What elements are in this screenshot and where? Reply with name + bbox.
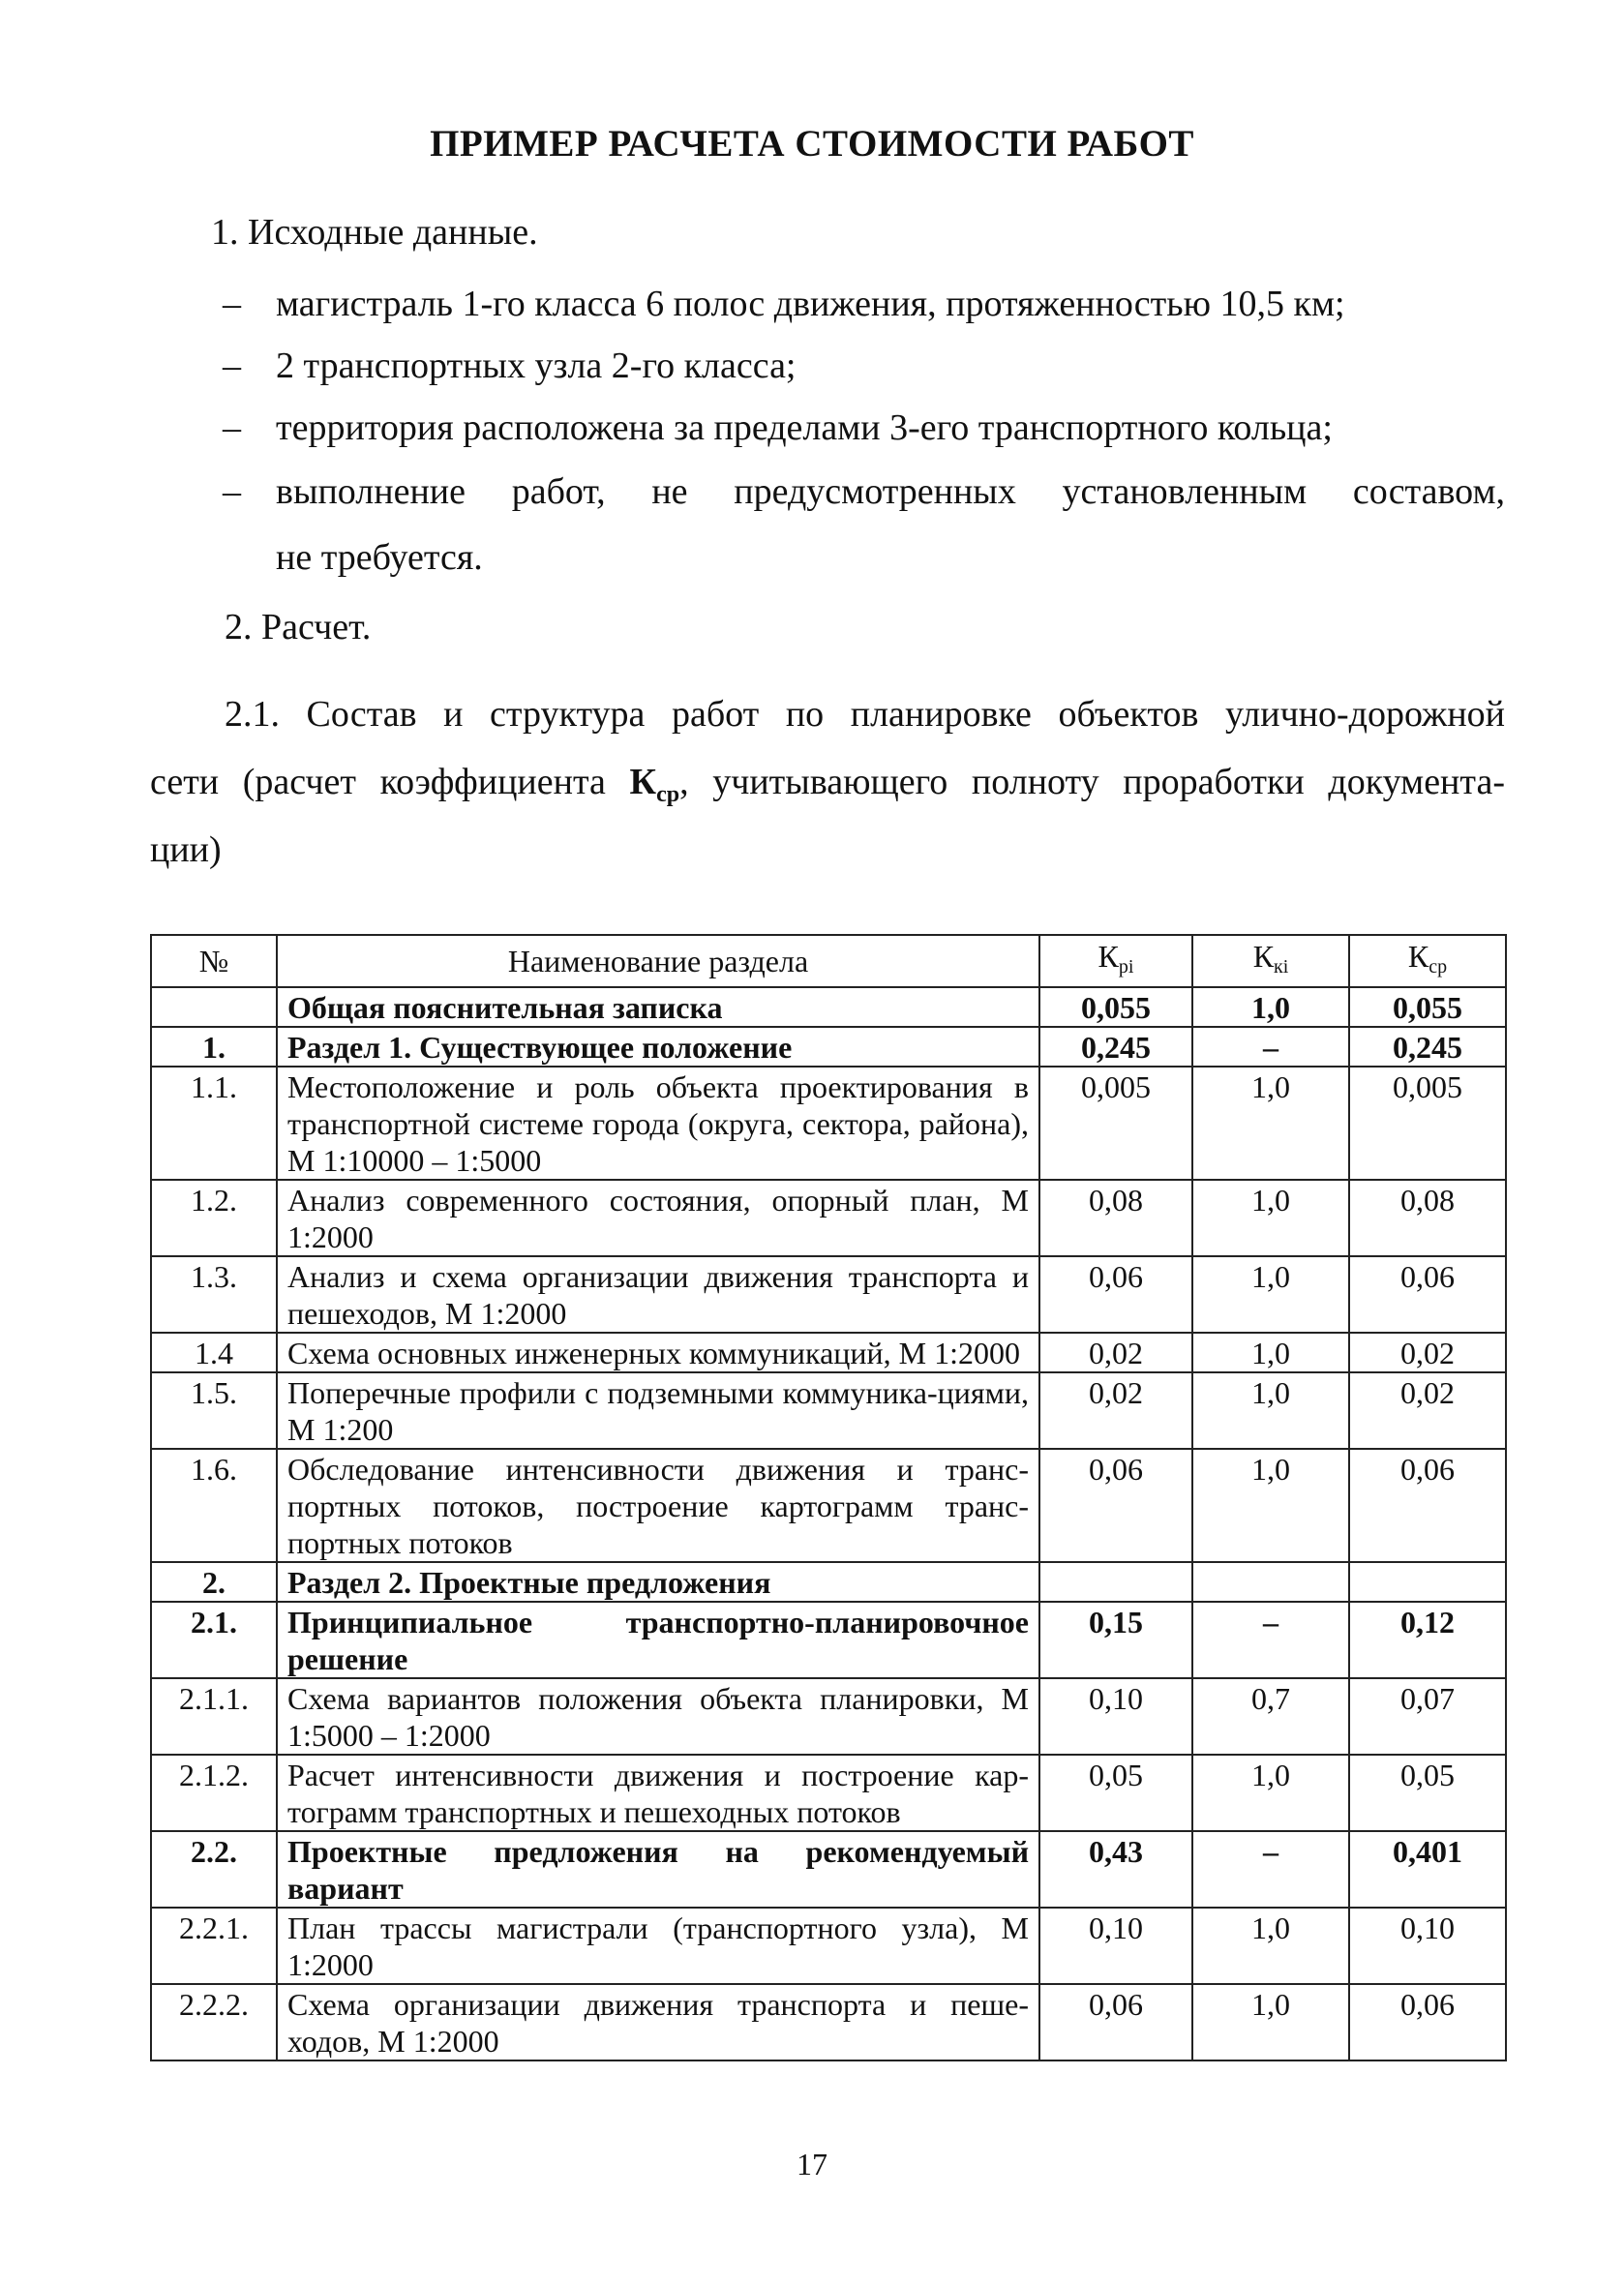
row-kc-cell: 0,245 [1349, 1027, 1506, 1067]
table-row [151, 1908, 1506, 1984]
section-2-1-line-2-post: , учитывающего полноту проработки документа- [679, 762, 1505, 802]
row-name-cell: Анализ современного состояния, опорный план, М 1:2000 [277, 1180, 1039, 1256]
row-kc-cell: 0,05 [1349, 1755, 1506, 1831]
row-kk-cell: 1,0 [1192, 1372, 1349, 1449]
row-number-cell: 1.4 [151, 1333, 277, 1372]
table-row [151, 1180, 1506, 1256]
row-number-cell: 1.1. [151, 1067, 277, 1180]
table-row [151, 1333, 1506, 1372]
row-number-cell: 2. [151, 1562, 277, 1602]
section-2-1-line-2 [150, 761, 1505, 808]
bullet-dash-4: – [223, 471, 241, 512]
row-kc-cell: 0,06 [1349, 1984, 1506, 2060]
header-section-name: Наименование раздела [277, 935, 1039, 987]
row-number-cell: 2.2. [151, 1831, 277, 1908]
row-kc-cell: 0,005 [1349, 1067, 1506, 1180]
section-2-1-line-2-pre: сети (расчет коэффициента [150, 762, 630, 802]
table-body [151, 987, 1506, 2060]
row-number-cell: 1.5. [151, 1372, 277, 1449]
row-kk-cell: 1,0 [1192, 1256, 1349, 1333]
row-number-cell: 1.3. [151, 1256, 277, 1333]
row-kc-cell: 0,08 [1349, 1180, 1506, 1256]
row-number-cell: 2.1.1. [151, 1678, 277, 1755]
header-kk-subscript: кi [1274, 955, 1289, 978]
row-kc-cell: 0,07 [1349, 1678, 1506, 1755]
row-kc-cell: 0,401 [1349, 1831, 1506, 1908]
row-number-cell: 2.2.2. [151, 1984, 277, 2060]
row-kc-cell [1349, 1562, 1506, 1602]
section-2-heading: 2. Расчет. [225, 607, 372, 647]
row-kp-cell: 0,10 [1039, 1678, 1192, 1755]
bullet-dash-3: – [223, 407, 241, 448]
row-kc-cell: 0,06 [1349, 1256, 1506, 1333]
bullet-2: 2 транспортных узла 2-го класса; [276, 346, 797, 386]
row-kp-cell: 0,06 [1039, 1984, 1192, 2060]
row-number-cell: 1.2. [151, 1180, 277, 1256]
row-number-cell: 2.1.2. [151, 1755, 277, 1831]
row-kk-cell: 1,0 [1192, 1908, 1349, 1984]
section-2-1-line-1: 2.1. Состав и структура работ по планировке объектов улично-дорожной [225, 694, 1505, 735]
row-kc-cell: 0,10 [1349, 1908, 1506, 1984]
row-kc-cell: 0,12 [1349, 1602, 1506, 1678]
table-row [151, 1831, 1506, 1908]
row-kp-cell: 0,10 [1039, 1908, 1192, 1984]
row-number-cell: 1.6. [151, 1449, 277, 1562]
row-kc-cell: 0,055 [1349, 987, 1506, 1027]
table-row [151, 1678, 1506, 1755]
row-kp-cell: 0,08 [1039, 1180, 1192, 1256]
row-kp-cell: 0,15 [1039, 1602, 1192, 1678]
table-row [151, 1256, 1506, 1333]
header-number: № [151, 935, 277, 987]
page-number: 17 [797, 2147, 827, 2181]
row-number-cell: 1. [151, 1027, 277, 1067]
row-number-cell [151, 987, 277, 1027]
section-1-heading: 1. Исходные данные. [211, 212, 538, 253]
bullet-dash-2: – [223, 346, 241, 386]
bullet-1: магистраль 1-го класса 6 полос движения, протяженностью 10,5 км; [276, 284, 1345, 324]
row-name-cell: Схема вариантов положения объекта планировки, М 1:5000 – 1:2000 [277, 1678, 1039, 1755]
row-kk-cell: – [1192, 1831, 1349, 1908]
coefficients-table [150, 934, 1507, 2061]
page-title: ПРИМЕР РАСЧЕТА СТОИМОСТИ РАБОТ [430, 123, 1194, 165]
header-kk-symbol: К [1252, 938, 1275, 974]
row-name-cell: Раздел 1. Существующее положение [277, 1027, 1039, 1067]
row-name-cell: Поперечные профили с подземными коммуника-циями, М 1:200 [277, 1372, 1039, 1449]
header-kp-subscript: pi [1118, 955, 1134, 978]
row-kk-cell: 1,0 [1192, 1180, 1349, 1256]
row-kk-cell: – [1192, 1602, 1349, 1678]
row-kp-cell: 0,245 [1039, 1027, 1192, 1067]
bullet-dash-1: – [223, 284, 241, 324]
k-cp-symbol: К [629, 762, 657, 802]
row-kk-cell: 0,7 [1192, 1678, 1349, 1755]
row-number-cell: 2.2.1. [151, 1908, 277, 1984]
row-name-cell: Общая пояснительная записка [277, 987, 1039, 1027]
table-row [151, 1027, 1506, 1067]
row-kc-cell: 0,02 [1349, 1372, 1506, 1449]
row-kp-cell: 0,005 [1039, 1067, 1192, 1180]
row-kk-cell: 1,0 [1192, 1755, 1349, 1831]
table-row [151, 1562, 1506, 1602]
table-header-row [151, 935, 1506, 987]
header-kc-subscript: ср [1429, 955, 1448, 978]
section-2-1-line-3: ции) [150, 829, 222, 870]
header-kc [1349, 935, 1506, 987]
row-kp-cell: 0,02 [1039, 1333, 1192, 1372]
row-kk-cell: – [1192, 1027, 1349, 1067]
row-kp-cell: 0,055 [1039, 987, 1192, 1027]
row-kp-cell: 0,06 [1039, 1256, 1192, 1333]
header-kc-symbol: К [1407, 938, 1429, 974]
bullet-4-continuation: не требуется. [276, 537, 483, 578]
row-kp-cell: 0,06 [1039, 1449, 1192, 1562]
row-name-cell: Обследование интенсивности движения и транс-портных потоков, построение картограмм транс-портных потоков [277, 1449, 1039, 1562]
table-row [151, 1372, 1506, 1449]
row-kp-cell: 0,43 [1039, 1831, 1192, 1908]
row-name-cell: Проектные предложения на рекомендуемый вариант [277, 1831, 1039, 1908]
row-kk-cell: 1,0 [1192, 1333, 1349, 1372]
row-name-cell: Местоположение и роль объекта проектирования в транспортной системе города (округа, сектора, района), М 1:10000 – 1:5000 [277, 1067, 1039, 1180]
row-kk-cell: 1,0 [1192, 1067, 1349, 1180]
table-row [151, 1067, 1506, 1180]
table-row [151, 1755, 1506, 1831]
header-kp [1039, 935, 1192, 987]
table-row [151, 1984, 1506, 2060]
header-kp-symbol: К [1098, 938, 1119, 974]
table-row [151, 1602, 1506, 1678]
row-kc-cell: 0,06 [1349, 1449, 1506, 1562]
row-kp-cell: 0,05 [1039, 1755, 1192, 1831]
row-number-cell: 2.1. [151, 1602, 277, 1678]
row-kp-cell: 0,02 [1039, 1372, 1192, 1449]
row-kc-cell: 0,02 [1349, 1333, 1506, 1372]
bullet-4: выполнение работ, не предусмотренных установленным составом, [276, 471, 1505, 512]
row-kk-cell [1192, 1562, 1349, 1602]
row-kk-cell: 1,0 [1192, 987, 1349, 1027]
bullet-3: территория расположена за пределами 3-его транспортного кольца; [276, 407, 1333, 448]
header-kk [1192, 935, 1349, 987]
table-row [151, 1449, 1506, 1562]
row-kk-cell: 1,0 [1192, 1449, 1349, 1562]
row-kp-cell [1039, 1562, 1192, 1602]
row-name-cell: Анализ и схема организации движения транспорта и пешеходов, М 1:2000 [277, 1256, 1039, 1333]
row-name-cell: Раздел 2. Проектные предложения [277, 1562, 1039, 1602]
row-name-cell: Схема основных инженерных коммуникаций, М 1:2000 [277, 1333, 1039, 1372]
row-kk-cell: 1,0 [1192, 1984, 1349, 2060]
row-name-cell: Расчет интенсивности движения и построение кар-тограмм транспортных и пешеходных потоков [277, 1755, 1039, 1831]
row-name-cell: Принципиальное транспортно-планировочное решение [277, 1602, 1039, 1678]
table-row [151, 987, 1506, 1027]
k-cp-subscript: ср [656, 782, 680, 807]
row-name-cell: Схема организации движения транспорта и пеше-ходов, М 1:2000 [277, 1984, 1039, 2060]
row-name-cell: План трассы магистрали (транспортного узла), М 1:2000 [277, 1908, 1039, 1984]
